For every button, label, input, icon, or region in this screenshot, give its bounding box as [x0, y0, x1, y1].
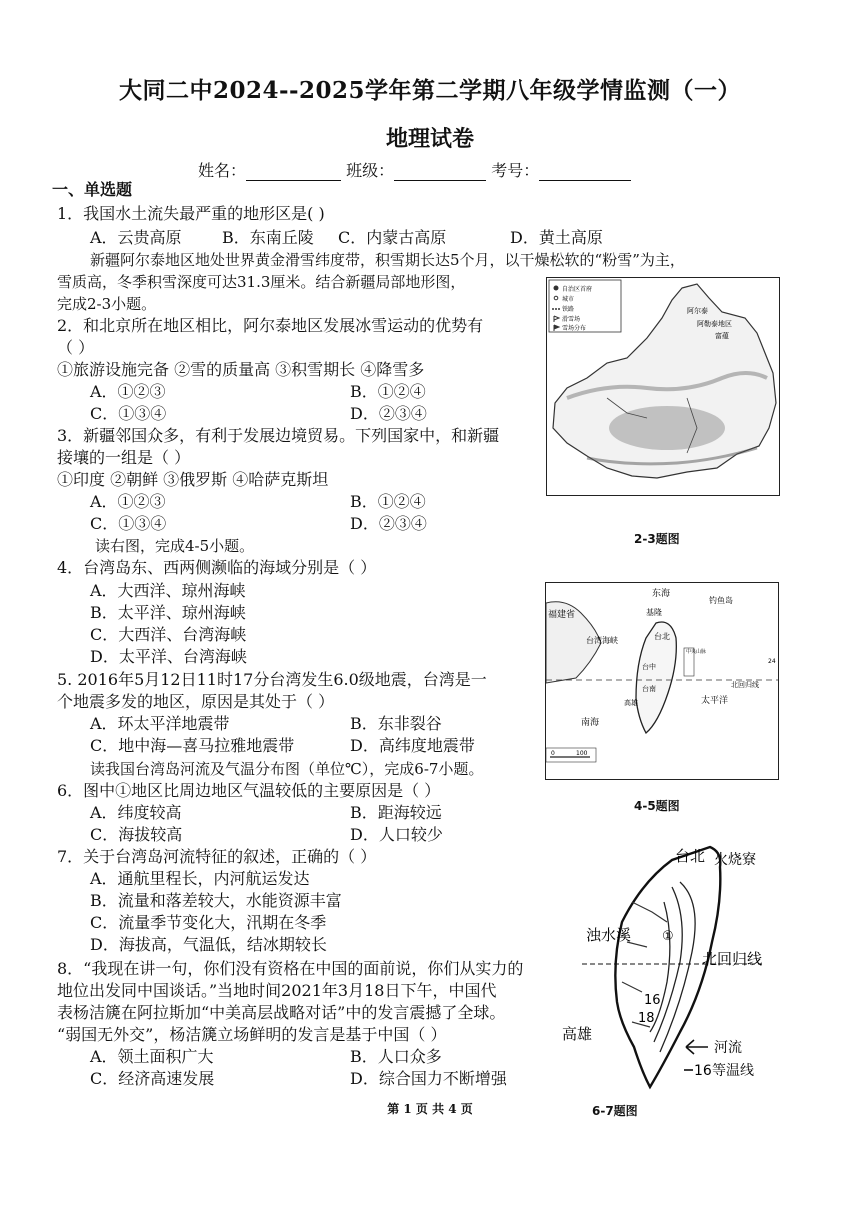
q4-stem: 4．台湾岛东、西两侧濒临的海域分别是（ ） [57, 558, 377, 577]
q8-stem-line1: 8．“我现在讲一句，你们没有资格在中国的面前说，你们从实力的 [57, 959, 524, 978]
q8-stem-line3: 表杨洁篪在阿拉斯加“中美高层战略对话”中的发言震撼了全球。 [57, 1003, 506, 1022]
zhuoshui-river-label: 浊水溪 [586, 926, 632, 944]
q8-stem-line2: 地位出发同中国谈话。”当地时间2021年3月18日下午，中国代 [57, 981, 497, 1000]
isotherm-16-label: 16 [644, 993, 661, 1008]
q1-option-c: C．内蒙古高原 [338, 228, 447, 247]
isotherm-legend-label: 等温线 [712, 1063, 754, 1079]
q5-stem: 5. 2016年5月12日11时17分台湾发生6.0级地震，台湾是一 [57, 670, 487, 689]
q2-stem-paren: （ ） [57, 338, 95, 357]
q3-stem: 3．新疆邻国众多，有利于发展边境贸易。下列国家中，和新疆 [57, 426, 500, 445]
q3-option-c: C．①③④ [90, 514, 167, 533]
east-sea-label: 东海 [652, 589, 671, 599]
q8-option-d: D．综合国力不断增强 [350, 1069, 507, 1088]
q7-option-a: A．通航里程长，内河航运发达 [90, 869, 310, 888]
q3-stem-line2: 接壤的一组是（ ） [57, 448, 191, 467]
taiwan-river-temperature-map [562, 842, 782, 1097]
exam-subtitle: 地理试卷 [385, 126, 474, 152]
keelung-label: 基隆 [646, 608, 662, 617]
kaohsiung-label: 高雄 [562, 1025, 593, 1043]
xinjiang-map [546, 277, 780, 496]
id-label: 考号： [491, 161, 540, 180]
q6-stem: 6．图中①地区比周边地区气温较低的主要原因是（ ） [57, 781, 441, 800]
q4-option-d: D．太平洋、台湾海峡 [90, 647, 247, 666]
q2-option-c: C．①③④ [90, 404, 167, 423]
taichung-label: 台中 [642, 663, 656, 671]
passage-2-3-line1: 新疆阿尔泰地区地处世界黄金滑雪纬度带，积雪期长达5个月，以干燥松软的“粉雪”为主， [90, 251, 685, 269]
q6-option-b: B．距海较远 [350, 803, 442, 822]
river-legend-label: 河流 [714, 1040, 742, 1056]
name-blank[interactable] [246, 166, 341, 181]
taiwan-strait-label: 台湾海峡 [586, 636, 618, 645]
isotherm-legend-value: 16 [694, 1063, 712, 1079]
river-legend-icon [686, 1040, 708, 1054]
q2-option-d: D．②③④ [350, 404, 427, 423]
q3-items: ①印度 ②朝鲜 ③俄罗斯 ④哈萨克斯坦 [57, 470, 329, 489]
q6-option-a: A．纬度较高 [90, 803, 182, 822]
q1-option-a: A．云贵高原 [90, 228, 182, 247]
passage-2-3-line2: 雪质高，冬季积雪深度可达31.3厘米。结合新疆局部地形图， [57, 273, 466, 291]
central-range-label: 中央山脉 [686, 649, 707, 655]
id-blank[interactable] [539, 166, 631, 181]
region-1-label: ① [662, 929, 674, 944]
class-label: 班级： [346, 161, 395, 180]
taiwan-location-map [545, 582, 779, 780]
q6-option-d: D．人口较少 [350, 825, 443, 844]
scale-100: 100 [576, 750, 588, 757]
q7-stem: 7．关于台湾岛河流特征的叙述，正确的（ ） [57, 847, 377, 866]
fujian-label: 福建省 [548, 610, 576, 620]
altay-label: 阿尔泰 [687, 307, 708, 315]
name-label: 姓名： [198, 161, 247, 180]
legend-city: 城市 [562, 296, 575, 303]
q7-option-d: D．海拔高，气温低，结冰期较长 [90, 935, 327, 954]
q4-option-c: C．大西洋、台湾海峡 [90, 625, 247, 644]
q5-option-a: A．环太平洋地震带 [90, 714, 230, 733]
legend-railway: 铁路 [562, 306, 575, 313]
legend-ski: 滑雪场 [562, 316, 581, 323]
exam-title: 大同二中2024--2025学年第二学期八年级学情监测（一） [118, 77, 742, 104]
diaoyu-label: 钓鱼岛 [709, 596, 733, 605]
q7-option-b: B．流量和落差较大，水能资源丰富 [90, 891, 342, 910]
q5-option-d: D．高纬度地震带 [350, 736, 475, 755]
tropic-label: 北回归线 [702, 950, 763, 968]
taiwan-river-drawing [562, 842, 782, 1097]
isotherm-18-label: 18 [638, 1011, 655, 1026]
map1-caption: 2-3题图 [634, 532, 680, 546]
kaohsiung-label: 高雄 [624, 699, 638, 707]
taipei-label: 台北 [675, 847, 706, 865]
fuyun-label: 富蕴 [715, 332, 729, 340]
q3-option-a: A．①②③ [90, 492, 166, 511]
q8-option-a: A．领土面积广大 [90, 1047, 214, 1066]
map3-caption: 6-7题图 [592, 1104, 638, 1118]
q4-option-a: A．大西洋、琼州海峡 [90, 581, 246, 600]
map2-caption: 4-5题图 [634, 799, 680, 813]
q3-option-b: B．①②④ [350, 492, 426, 511]
q6-option-c: C．海拔较高 [90, 825, 183, 844]
passage-2-3-line3: 完成2-3小题。 [57, 295, 157, 313]
scale-zero: 0 [551, 750, 555, 757]
tainan-label: 台南 [642, 685, 656, 693]
page-footer: 第 1 页 共 4 页 [387, 1102, 473, 1116]
legend-capital: 自治区首府 [562, 286, 593, 293]
q7-option-c: C．流量季节变化大，汛期在冬季 [90, 913, 327, 932]
q4-option-b: B．太平洋、琼州海峡 [90, 603, 246, 622]
south-sea-label: 南海 [581, 718, 600, 728]
section-heading: 一、单选题 [52, 180, 133, 199]
capital-icon [554, 286, 559, 291]
q5-option-c: C．地中海—喜马拉雅地震带 [90, 736, 295, 755]
tropic-label: 北回归线 [731, 681, 759, 689]
legend-ski-area: 雪场分布 [562, 325, 587, 332]
q1-option-b: B．东南丘陵 [222, 228, 314, 247]
q5-stem-line2: 个地震多发的地区，原因是其处于（ ） [57, 692, 335, 711]
q2-items: ①旅游设施完备 ②雪的质量高 ③积雪期长 ④降雪多 [57, 360, 425, 379]
taipei-label: 台北 [654, 632, 670, 641]
q3-option-d: D．②③④ [350, 514, 427, 533]
q2-option-a: A．①②③ [90, 382, 166, 401]
q8-option-b: B．人口众多 [350, 1047, 442, 1066]
q8-option-c: C．经济高速发展 [90, 1069, 215, 1088]
q8-stem-line4: “弱国无外交”，杨洁篪立场鲜明的发言是基于中国（ ） [57, 1025, 447, 1044]
q1-option-d: D．黄土高原 [510, 228, 603, 247]
altay-region-label: 阿勒泰地区 [697, 320, 732, 328]
q2-option-b: B．①②④ [350, 382, 426, 401]
student-info-line [198, 158, 631, 181]
pacific-label: 太平洋 [701, 696, 729, 706]
class-blank[interactable] [394, 166, 486, 181]
q5-option-b: B．东非裂谷 [350, 714, 442, 733]
taiwan-location-drawing [546, 583, 778, 779]
q2-stem: 2．和北京所在地区相比，阿尔泰地区发展冰雪运动的优势有 [57, 316, 484, 335]
huoshaoliao-label: 火烧寮 [714, 852, 756, 868]
q1-stem: 1．我国水土流失最严重的地形区是( ) [57, 204, 325, 223]
instruction-4-5: 读右图，完成4-5小题。 [95, 537, 255, 555]
xinjiang-map-drawing [547, 278, 779, 495]
instruction-6-7: 读我国台湾岛河流及气温分布图（单位℃），完成6-7小题。 [90, 760, 484, 778]
lat-24-label: 24 [768, 658, 776, 665]
